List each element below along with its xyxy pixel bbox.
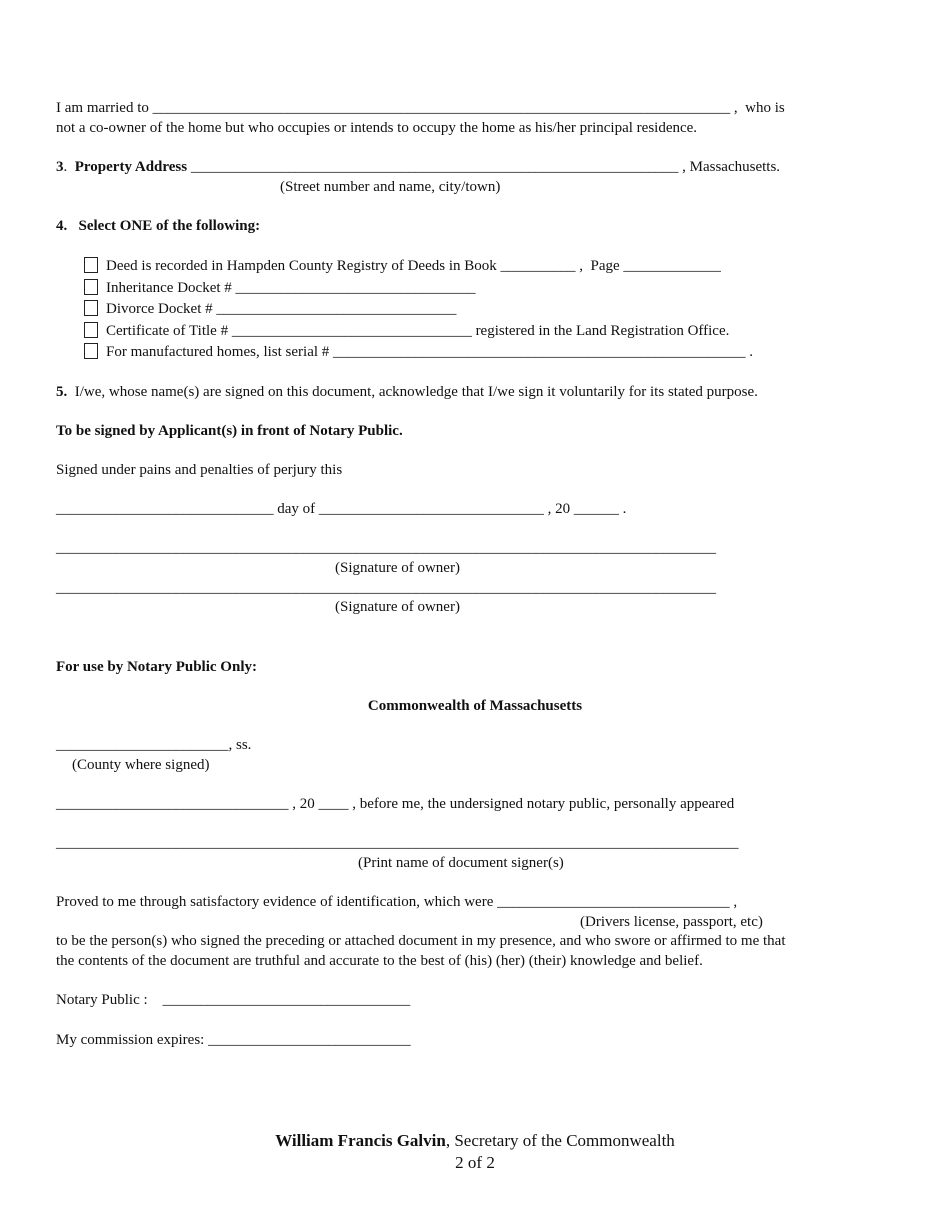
notary-date-line[interactable]: _______________________________ , 20 ____ , before me, the undersigned notary public, personally appeared [56,796,735,812]
acknowledgement [56,382,758,402]
signer-name-line[interactable]: ___________________________________________________________________________________________ [56,835,739,851]
checkbox-manufactured[interactable] [84,343,98,359]
identification-hint: (Drivers license, passport, etc) [580,914,763,930]
notary-public-line[interactable]: Notary Public : _________________________________ [56,992,411,1008]
option-certificate-text: Certificate of Title # ________________________________ registered in the Land Registration Office. [106,323,730,339]
footer-secretary [0,1131,950,1151]
property-hint: (Street number and name, city/town) [280,179,501,195]
married-note: not a co-owner of the home but who occupies or intends to occupy the home as his/her principal residence. [56,120,698,136]
option-manufactured-text: For manufactured homes, list serial # _______________________________________________________ . [106,344,754,360]
sworn-statement-1: to be the person(s) who signed the preceding or attached document in my presence, and who swore or affirmed to me that [56,933,786,949]
notary-heading: For use by Notary Public Only: [56,659,257,675]
option-manufactured[interactable] [84,342,753,362]
acknowledge-text: I/we, whose name(s) are signed on this document, acknowledge that I/we sign it voluntarily for its stated purpose. [67,384,758,400]
select-heading: 4. Select ONE of the following: [56,218,261,234]
property-address-row: 3. Property Address _________________________________________________________________ , Massachusetts. [56,159,781,175]
commonwealth-heading: Commonwealth of Massachusetts [367,698,583,714]
option-inheritance[interactable] [84,278,476,298]
checkbox-inheritance[interactable] [84,279,98,295]
owner-signature-label-1: (Signature of owner) [335,560,460,576]
signing-heading: To be signed by Applicant(s) in front of Notary Public. [56,423,403,439]
owner-signature-label-2: (Signature of owner) [335,599,460,615]
option-divorce-text: Divorce Docket # ________________________________ [106,301,457,317]
county-hint: (County where signed) [72,757,210,773]
option-inheritance-text: Inheritance Docket # ________________________________ [106,280,476,296]
acknowledge-number: 5. [56,384,68,400]
owner-signature-line-1[interactable]: ________________________________________________________________________________________ [56,540,716,556]
option-certificate[interactable] [84,321,729,341]
footer-title: , Secretary of the Commonwealth [445,1131,675,1150]
sworn-statement-2: the contents of the document are truthful and accurate to the best of (his) (her) (their) knowledge and belief. [56,953,703,969]
signing-date-line[interactable]: _____________________________ day of ______________________________ , 20 ______ . [56,501,627,517]
perjury-statement: Signed under pains and penalties of perjury this [56,462,343,478]
county-line[interactable]: _______________________, ss. [56,737,252,753]
checkbox-certificate[interactable] [84,322,98,338]
property-line: _________________________________________________________________ , Massachusetts. [187,159,781,175]
option-deed-text: Deed is recorded in Hampden County Registry of Deeds in Book __________ , Page _____________ [106,258,721,274]
page-number: 2 of 2 [455,1153,495,1172]
property-number: 3 [56,159,64,175]
identification-line[interactable]: Proved to me through satisfactory evidence of identification, which were _______________________________ , [56,894,738,910]
owner-signature-line-2[interactable]: ________________________________________________________________________________________ [56,580,716,596]
footer-name: William Francis Galvin [275,1131,446,1150]
commission-expires-line[interactable]: My commission expires: ___________________________ [56,1032,411,1048]
signer-name-hint: (Print name of document signer(s) [358,855,564,871]
property-label: Property Address [74,159,188,175]
checkbox-divorce[interactable] [84,300,98,316]
option-divorce[interactable] [84,299,456,319]
option-deed[interactable] [84,256,721,276]
checkbox-deed[interactable] [84,257,98,273]
married-line: I am married to _____________________________________________________________________________ , who is [56,100,785,116]
